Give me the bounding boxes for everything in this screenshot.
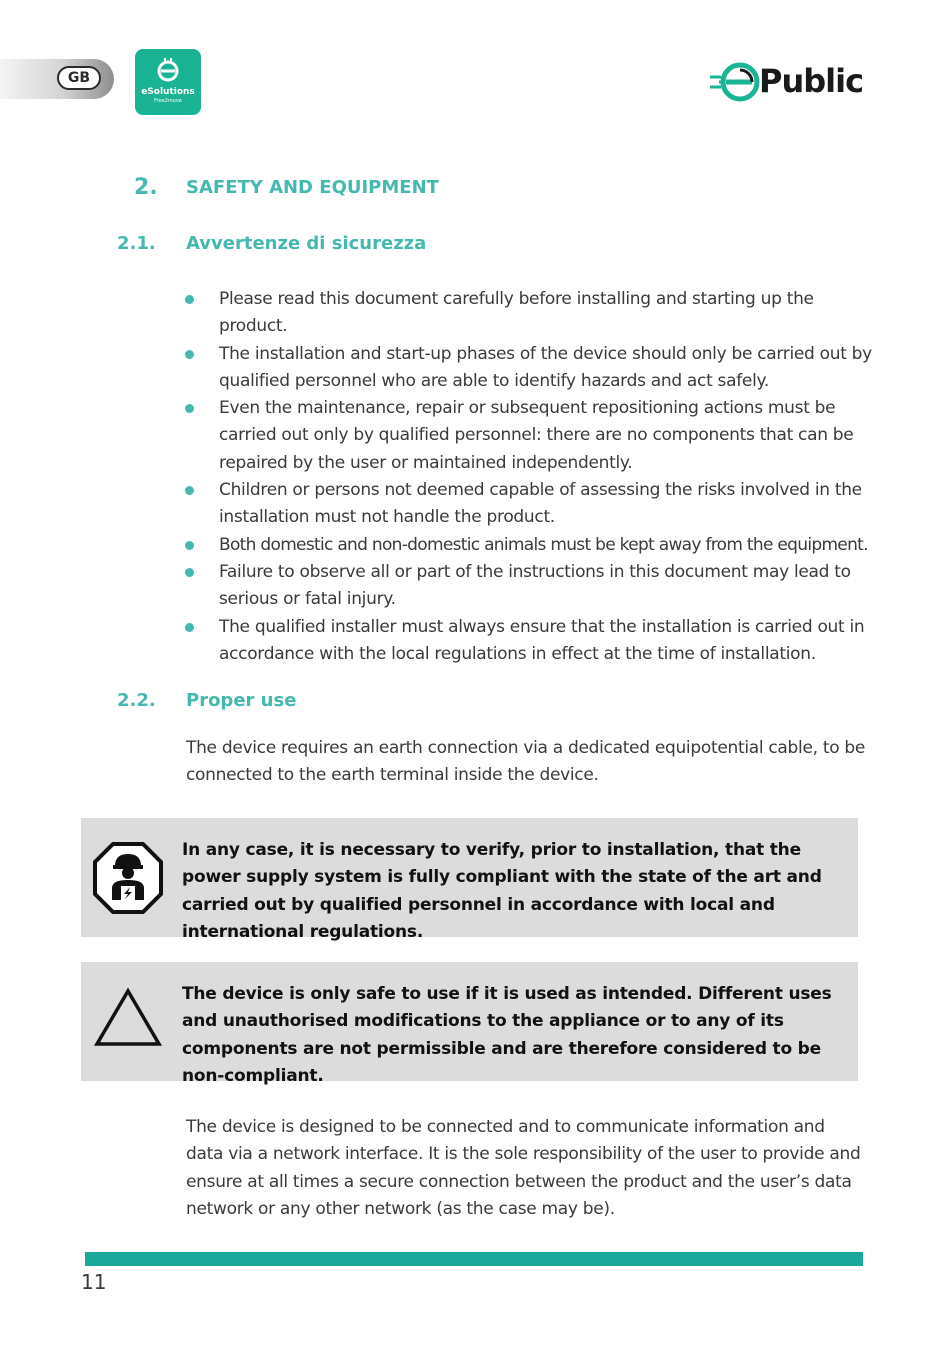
warning-triangle-icon bbox=[94, 987, 162, 1047]
bullet-dot-icon bbox=[185, 295, 194, 304]
section-number: 2. bbox=[134, 175, 158, 200]
list-item-text: Please read this document carefully before installing and starting up the product. bbox=[219, 289, 814, 337]
warning-box-qualified-personnel bbox=[81, 818, 858, 942]
list-item-text: The installation and start-up phases of the device should only be carried out by qualified personnel who are able to identify hazards and act safely. bbox=[219, 343, 872, 391]
list-item-text: Failure to observe all or part of the instructions in this document may lead to serious or fatal injury. bbox=[219, 561, 851, 610]
list-item bbox=[185, 532, 875, 559]
safety-warnings-list bbox=[185, 286, 875, 668]
list-item-text: Children or persons not deemed capable of assessing the risks involved in the installation must not handle the product. bbox=[219, 480, 862, 528]
proper-use-paragraph: The device requires an earth connection via a dedicated equipotential cable, to be connected to the earth terminal inside the device. bbox=[186, 738, 866, 786]
network-responsibility-paragraph: The device is designed to be connected and to communicate information and data via a network interface. It is the sole responsibility of the user to provide and ensure at all times a secure connection between the product and the user’s data network or any other network (as the case may be). bbox=[186, 1117, 861, 1219]
list-item bbox=[185, 395, 875, 477]
warning-text: The device is only safe to use if it is used as intended. Different uses and unauthorised modifications to the appliance or to any of its components are not permissible and are therefore considered to be non-compliant. bbox=[182, 984, 832, 1086]
footer-bar bbox=[85, 1252, 863, 1266]
list-item-text: Even the maintenance, repair or subsequent repositioning actions must be carried out only by qualified personnel: there are no components that can be repaired by the user or maintained independently. bbox=[219, 398, 854, 473]
bullet-dot-icon bbox=[185, 623, 194, 632]
esolutions-logo-tagline: Free2move bbox=[154, 98, 182, 104]
esolutions-logo-name: eSolutions bbox=[141, 87, 195, 97]
list-item bbox=[185, 614, 875, 669]
language-code-badge: GB bbox=[57, 66, 101, 90]
list-item bbox=[185, 559, 875, 614]
subsection-title: Proper use bbox=[186, 690, 297, 711]
subsection-title: Avvertenze di sicurezza bbox=[186, 233, 427, 254]
bullet-dot-icon bbox=[185, 404, 194, 413]
warning-text: In any case, it is necessary to verify, prior to installation, that the power supply system is fully compliant with the state of the art and carried out by qualified personnel in accordance with local and international regulations. bbox=[182, 840, 822, 942]
subsection-number: 2.2. bbox=[117, 690, 156, 711]
epublic-plug-e-icon bbox=[708, 60, 760, 104]
epublic-logo bbox=[708, 60, 864, 104]
bullet-dot-icon bbox=[185, 350, 194, 359]
bullet-dot-icon bbox=[185, 568, 194, 577]
subsection-number: 2.1. bbox=[117, 233, 156, 254]
page-number: 11 bbox=[81, 1270, 107, 1294]
list-item bbox=[185, 286, 875, 341]
bullet-dot-icon bbox=[185, 541, 194, 550]
warning-box-intended-use bbox=[81, 962, 858, 1086]
qualified-electrician-icon bbox=[93, 842, 163, 914]
bullet-dot-icon bbox=[185, 486, 194, 495]
esolutions-e-icon bbox=[156, 57, 180, 83]
epublic-logo-name: Public bbox=[759, 62, 864, 100]
list-item bbox=[185, 341, 875, 396]
section-title: SAFETY AND EQUIPMENT bbox=[186, 177, 439, 198]
esolutions-logo bbox=[135, 49, 201, 115]
list-item bbox=[185, 477, 875, 532]
list-item-text: The qualified installer must always ensure that the installation is carried out in accordance with the local regulations in effect at the time of installation. bbox=[219, 616, 865, 664]
list-item-text: Both domestic and non-domestic animals must be kept away from the equipment. bbox=[219, 534, 868, 555]
